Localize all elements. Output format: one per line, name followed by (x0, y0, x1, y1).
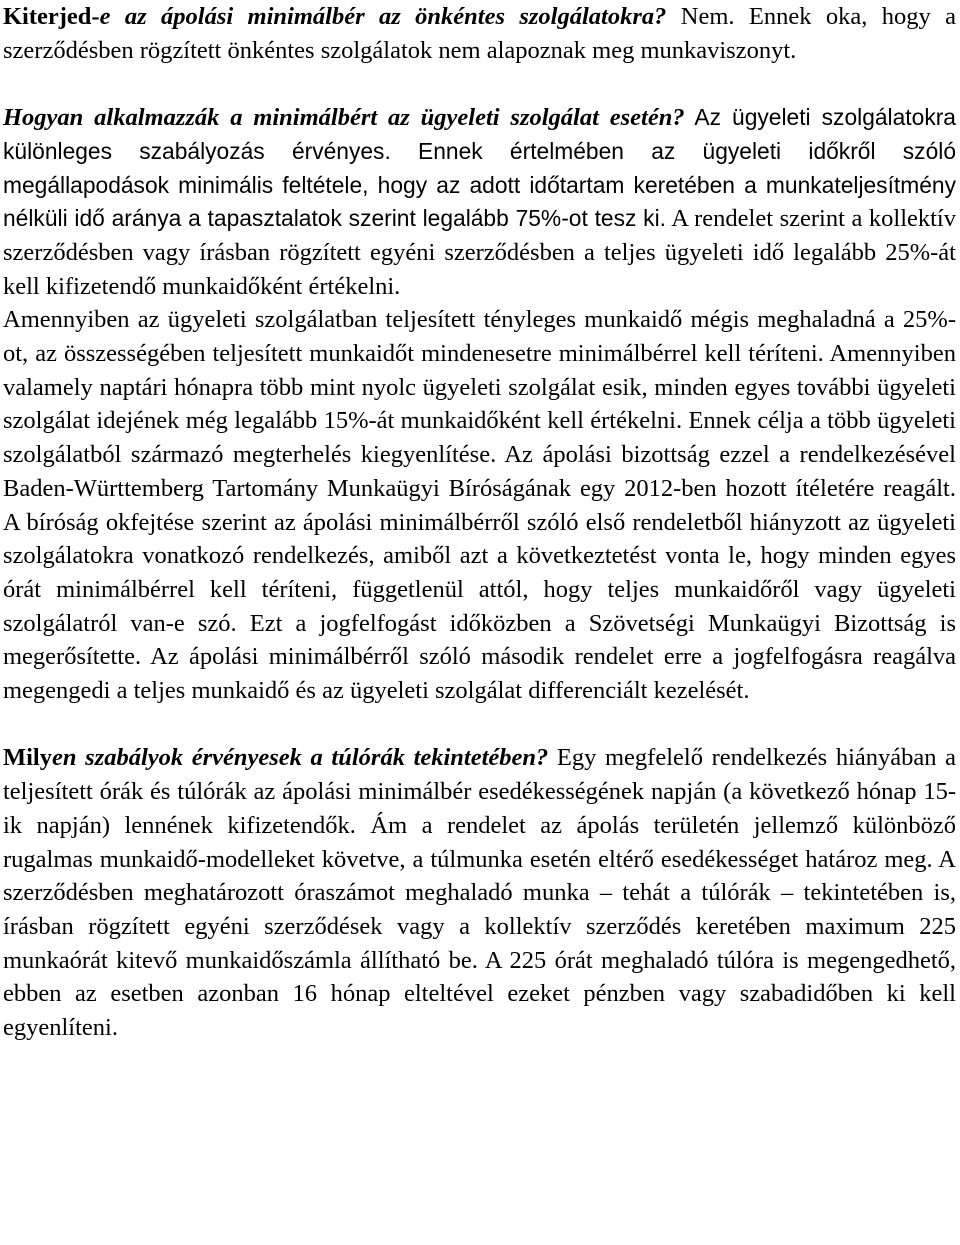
paragraph-spacer (3, 708, 956, 742)
question-on-call: Hogyan alkalmazzák a minimálbért az ügyeleti szolgálat esetén? (3, 104, 685, 132)
paragraph-spacer (3, 67, 956, 101)
document-page (3, 0, 956, 1045)
question-volunteer: e az ápolási minimálbér az önkéntes szolgálatokra? (99, 3, 667, 30)
answer-on-call-intro: Az ügyeleti szolgálatokra különleges szabályozás érvényes. Ennek értelmében az ügyeleti időkről szóló megállapodások minimális feltétele, hogy az adott időtartam keretében a munkateljesítmény nélküli idő aránya a tapasztalatok szerint legalább 75%-ot tesz ki. (3, 104, 956, 232)
question-volunteer-prefix: Kiterjed- (3, 3, 100, 30)
paragraph-on-call-services (3, 101, 956, 303)
answer-overtime: Egy megfelelő rendelkezés hiányában a teljesített órák és túlórák az ápolási minimálbér esedékességének napján (a következő hónap 15-ik napján) lennének kifizetendők. Ám a rendelet az ápolás területén jellemző különböző rugalmas munkaidő-modelleket követve, a túlmunka esetén eltérő esedékességet határoz meg. A szerződésben meghatározott óraszámot meghaladó munka – tehát a túlórák – tekintetében is, írásban rögzített egyéni szerződések vagy a kollektív szerződés keretében maximum 225 munkaórát kitevő munkaidőszámla állítható be. A 225 órát meghaladó túlóra is megengedhető, ebben az esetben azonban 16 hónap elteltével ezeket pénzben vagy szabadidőben ki kell egyenlíteni. (3, 744, 956, 1042)
paragraph-on-call-details (3, 303, 956, 707)
on-call-details-text: Amennyiben az ügyeleti szolgálatban teljesített tényleges munkaidő mégis meghaladná a 25%-ot, az összességében teljesített munkaidőt mindenesetre minimálbérrel kell téríteni. Amennyiben valamely naptári hónapra több mint nyolc ügyeleti szolgálat esik, minden egyes további ügyeleti szolgálat idejének még legalább 15%-át munkaidőként kell értékelni. Ennek célja a több ügyeleti szolgálatból származó megterhelés kiegyenlítése. Az ápolási bizottság ezzel a rendelkezésével Baden-Württemberg Tartomány Munkaügyi Bíróságának egy 2012-ben hozott ítéletére reagált. A bíróság okfejtése szerint az ápolási minimálbérről szóló első rendeletből hiányzott az ügyeleti szolgálatokra vonatkozó rendelkezés, amiből azt a következtetést vonta le, hogy minden egyes órát minimálbérrel kell téríteni, függetlenül attól, hogy teljes munkaidőről vagy ügyeleti szolgálatról van-e szó. Ezt a jogfelfogást időközben a Szövetségi Munkaügyi Bizottság is megerősítette. Az ápolási minimálbérről szóló második rendelet erre a jogfelfogásra reagálva megengedi a teljes munkaidő és az ügyeleti szolgálat differenciált kezelését. (3, 306, 956, 705)
paragraph-overtime (3, 741, 956, 1044)
answer-on-call-rule: A rendelet szerint a kollektív szerződésben vagy írásban rögzített egyéni szerződésben a teljes ügyeleti idő legalább 25%-át kell kifizetendő munkaidőként értékelni. (3, 205, 956, 300)
paragraph-volunteer-services (3, 0, 956, 67)
answer-volunteer: Nem. Ennek oka, hogy a szerződésben rögzített önkéntes szolgálatok nem alapoznak meg munkaviszonyt. (3, 3, 956, 64)
question-overtime: en szabályok érvényesek a túlórák tekintetében? (52, 744, 549, 772)
question-overtime-prefix: Mily (3, 744, 52, 772)
